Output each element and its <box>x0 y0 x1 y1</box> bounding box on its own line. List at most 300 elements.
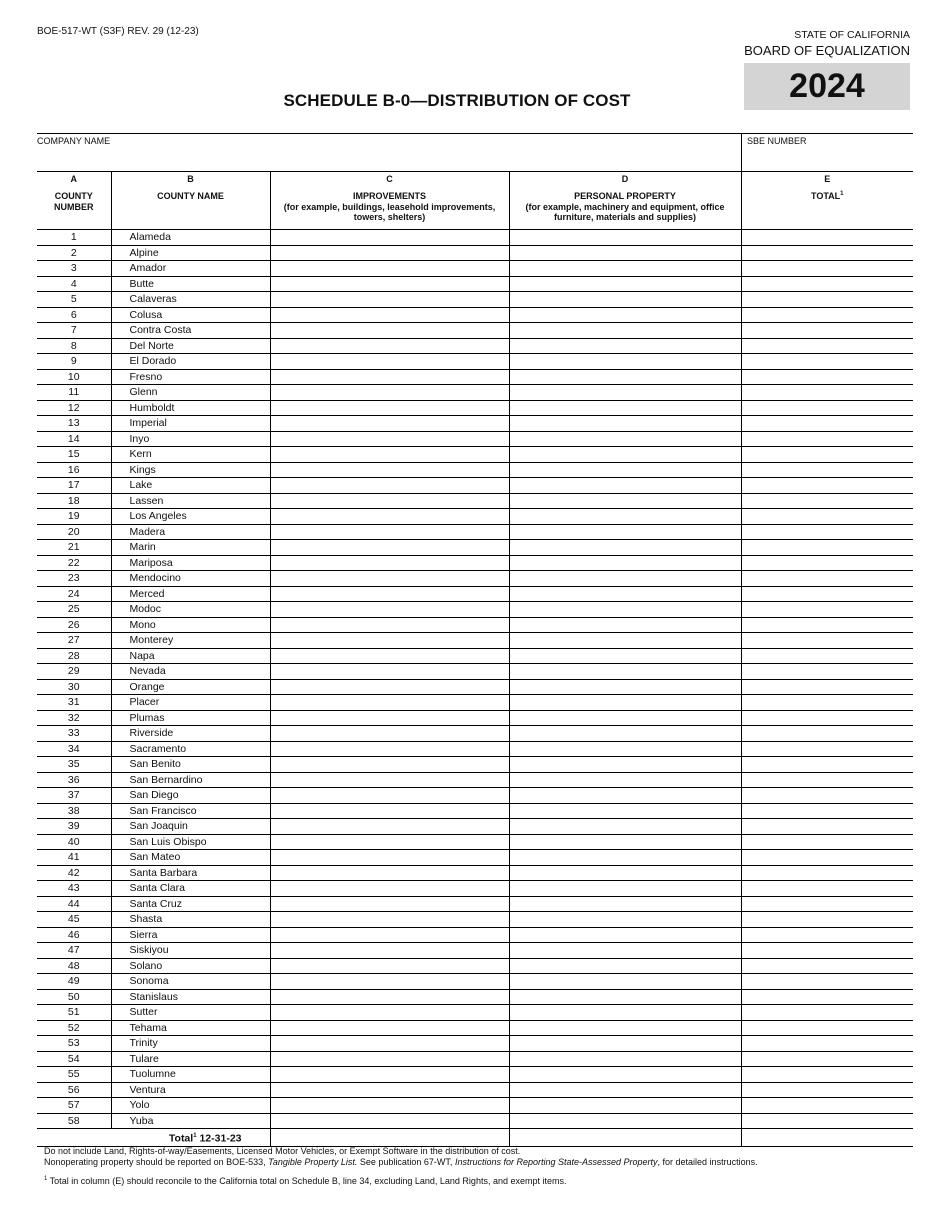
total-cell[interactable] <box>741 323 913 339</box>
column-letter: D <box>621 174 629 184</box>
table-row <box>37 447 913 463</box>
county-number-cell: 9 <box>37 354 111 370</box>
improvements-cell[interactable] <box>270 493 509 509</box>
total-cell[interactable] <box>741 757 913 773</box>
county-number-cell: 21 <box>37 540 111 556</box>
table-row <box>37 478 913 494</box>
county-number-cell: 39 <box>37 819 111 835</box>
personal-property-cell[interactable] <box>509 679 741 695</box>
county-number-cell: 42 <box>37 865 111 881</box>
sbe-number-input[interactable] <box>747 150 913 164</box>
personal-property-cell[interactable] <box>509 1067 741 1083</box>
total-improvements-cell[interactable] <box>270 1129 509 1147</box>
total-cell[interactable] <box>741 927 913 943</box>
improvements-cell[interactable] <box>270 354 509 370</box>
improvements-cell[interactable] <box>270 803 509 819</box>
county-name-cell: Riverside <box>111 726 270 742</box>
improvements-cell[interactable] <box>270 307 509 323</box>
total-cell[interactable] <box>741 989 913 1005</box>
county-number-cell: 6 <box>37 307 111 323</box>
personal-property-cell[interactable] <box>509 462 741 478</box>
improvements-cell[interactable] <box>270 1005 509 1021</box>
county-number-cell: 54 <box>37 1051 111 1067</box>
table-row <box>37 819 913 835</box>
improvements-cell[interactable] <box>270 726 509 742</box>
county-number-cell: 11 <box>37 385 111 401</box>
total-cell[interactable] <box>741 571 913 587</box>
improvements-cell[interactable] <box>270 989 509 1005</box>
county-number-cell: 47 <box>37 943 111 959</box>
county-name-cell: Merced <box>111 586 270 602</box>
total-cell[interactable] <box>741 447 913 463</box>
county-name-cell: Sutter <box>111 1005 270 1021</box>
county-name-cell: Tulare <box>111 1051 270 1067</box>
table-row <box>37 741 913 757</box>
personal-property-cell[interactable] <box>509 1051 741 1067</box>
personal-property-cell[interactable] <box>509 385 741 401</box>
column-title: TOTAL <box>810 190 841 201</box>
total-cell[interactable] <box>741 819 913 835</box>
total-label-text: Total <box>168 1132 194 1145</box>
table-row <box>37 1113 913 1129</box>
improvements-cell[interactable] <box>270 788 509 804</box>
personal-property-cell[interactable] <box>509 276 741 292</box>
improvements-cell[interactable] <box>270 230 509 246</box>
total-cell[interactable] <box>741 695 913 711</box>
county-number-cell: 55 <box>37 1067 111 1083</box>
total-cell[interactable] <box>741 354 913 370</box>
improvements-cell[interactable] <box>270 958 509 974</box>
county-number-cell: 36 <box>37 772 111 788</box>
table-row <box>37 1020 913 1036</box>
improvements-cell[interactable] <box>270 462 509 478</box>
personal-property-cell[interactable] <box>509 261 741 277</box>
county-name-cell: San Francisco <box>111 803 270 819</box>
improvements-cell[interactable] <box>270 819 509 835</box>
personal-property-cell[interactable] <box>509 974 741 990</box>
improvements-cell[interactable] <box>270 602 509 618</box>
personal-property-cell[interactable] <box>509 726 741 742</box>
improvements-cell[interactable] <box>270 633 509 649</box>
total-cell[interactable] <box>741 509 913 525</box>
note-italic: Tangible Property List. <box>268 1157 358 1167</box>
note-italic: Instructions for Reporting State-Assessed Property <box>454 1157 658 1167</box>
instructions-notes <box>44 1146 904 1187</box>
improvements-cell[interactable] <box>270 695 509 711</box>
total-cell[interactable] <box>741 1113 913 1129</box>
improvements-cell[interactable] <box>270 927 509 943</box>
personal-property-cell[interactable] <box>509 524 741 540</box>
improvements-cell[interactable] <box>270 664 509 680</box>
table-row <box>37 524 913 540</box>
table-row <box>37 571 913 587</box>
personal-property-cell[interactable] <box>509 927 741 943</box>
personal-property-cell[interactable] <box>509 617 741 633</box>
table-header-row <box>37 171 913 230</box>
total-cell[interactable] <box>741 617 913 633</box>
table-row <box>37 943 913 959</box>
improvements-cell[interactable] <box>270 323 509 339</box>
column-title: COUNTY NUMBER <box>54 190 94 212</box>
total-cell[interactable] <box>741 726 913 742</box>
table-row <box>37 602 913 618</box>
improvements-cell[interactable] <box>270 245 509 261</box>
column-letter: E <box>824 174 831 184</box>
table-row <box>37 416 913 432</box>
total-cell[interactable] <box>741 524 913 540</box>
improvements-cell[interactable] <box>270 524 509 540</box>
personal-property-cell[interactable] <box>509 881 741 897</box>
personal-property-cell[interactable] <box>509 664 741 680</box>
county-number-cell: 22 <box>37 555 111 571</box>
county-name-cell: Sierra <box>111 927 270 943</box>
improvements-cell[interactable] <box>270 1067 509 1083</box>
total-date: 12-31-23 <box>196 1132 242 1145</box>
personal-property-cell[interactable] <box>509 912 741 928</box>
county-number-cell: 40 <box>37 834 111 850</box>
county-number-cell: 33 <box>37 726 111 742</box>
table-row <box>37 679 913 695</box>
improvements-cell[interactable] <box>270 369 509 385</box>
improvements-cell[interactable] <box>270 679 509 695</box>
county-number-cell: 8 <box>37 338 111 354</box>
company-name-input[interactable] <box>37 150 710 164</box>
personal-property-cell[interactable] <box>509 989 741 1005</box>
improvements-cell[interactable] <box>270 834 509 850</box>
county-name-cell: Alameda <box>111 230 270 246</box>
table-row <box>37 927 913 943</box>
county-number-cell: 53 <box>37 1036 111 1052</box>
improvements-cell[interactable] <box>270 912 509 928</box>
county-name-cell: Marin <box>111 540 270 556</box>
table-row <box>37 850 913 866</box>
county-name-cell: Santa Clara <box>111 881 270 897</box>
table-row <box>37 896 913 912</box>
table-row <box>37 989 913 1005</box>
total-cell[interactable] <box>741 772 913 788</box>
column-subtitle: (for example, buildings, leasehold improvements, towers, shelters) <box>283 201 496 223</box>
improvements-cell[interactable] <box>270 1020 509 1036</box>
total-cell[interactable] <box>741 1082 913 1098</box>
county-name-cell: Calaveras <box>111 292 270 308</box>
personal-property-cell[interactable] <box>509 633 741 649</box>
personal-property-cell[interactable] <box>509 1020 741 1036</box>
improvements-cell[interactable] <box>270 896 509 912</box>
county-name-cell: Modoc <box>111 602 270 618</box>
personal-property-cell[interactable] <box>509 1098 741 1114</box>
total-personal-property-cell[interactable] <box>509 1129 741 1147</box>
table-row <box>37 803 913 819</box>
total-cell[interactable] <box>741 788 913 804</box>
personal-property-cell[interactable] <box>509 555 741 571</box>
total-cell[interactable] <box>741 540 913 556</box>
improvements-cell[interactable] <box>270 261 509 277</box>
total-cell[interactable] <box>741 400 913 416</box>
total-cell[interactable] <box>741 555 913 571</box>
column-title: COUNTY NAME <box>157 190 224 201</box>
total-cell[interactable] <box>741 912 913 928</box>
personal-property-cell[interactable] <box>509 741 741 757</box>
total-cell[interactable] <box>741 1036 913 1052</box>
note-text: See publication 67-WT, <box>357 1157 455 1167</box>
table-row <box>37 400 913 416</box>
total-cell[interactable] <box>741 881 913 897</box>
total-cell[interactable] <box>741 710 913 726</box>
table-row <box>37 1036 913 1052</box>
improvements-cell[interactable] <box>270 881 509 897</box>
total-cell[interactable] <box>741 586 913 602</box>
county-name-cell: Placer <box>111 695 270 711</box>
personal-property-cell[interactable] <box>509 1113 741 1129</box>
state-label: STATE OF CALIFORNIA <box>794 29 910 41</box>
table-row <box>37 555 913 571</box>
improvements-cell[interactable] <box>270 571 509 587</box>
personal-property-cell[interactable] <box>509 307 741 323</box>
table-row <box>37 276 913 292</box>
personal-property-cell[interactable] <box>509 354 741 370</box>
total-cell[interactable] <box>741 369 913 385</box>
table-row <box>37 245 913 261</box>
total-total-cell[interactable] <box>741 1129 913 1147</box>
table-row <box>37 292 913 308</box>
improvements-cell[interactable] <box>270 1098 509 1114</box>
personal-property-cell[interactable] <box>509 710 741 726</box>
personal-property-cell[interactable] <box>509 850 741 866</box>
county-name-cell: San Bernardino <box>111 772 270 788</box>
personal-property-cell[interactable] <box>509 1036 741 1052</box>
improvements-cell[interactable] <box>270 400 509 416</box>
total-row <box>37 1129 913 1147</box>
personal-property-cell[interactable] <box>509 819 741 835</box>
improvements-cell[interactable] <box>270 757 509 773</box>
county-name-cell: Orange <box>111 679 270 695</box>
county-name-cell: Lake <box>111 478 270 494</box>
improvements-cell[interactable] <box>270 292 509 308</box>
table-row <box>37 865 913 881</box>
total-cell[interactable] <box>741 741 913 757</box>
total-cell[interactable] <box>741 803 913 819</box>
improvements-cell[interactable] <box>270 586 509 602</box>
total-cell[interactable] <box>741 230 913 246</box>
improvements-cell[interactable] <box>270 943 509 959</box>
county-number-cell: 3 <box>37 261 111 277</box>
improvements-cell[interactable] <box>270 850 509 866</box>
county-name-cell: Stanislaus <box>111 989 270 1005</box>
total-cell[interactable] <box>741 245 913 261</box>
total-cell[interactable] <box>741 1020 913 1036</box>
personal-property-cell[interactable] <box>509 230 741 246</box>
county-name-cell: Tuolumne <box>111 1067 270 1083</box>
total-cell[interactable] <box>741 462 913 478</box>
county-number-cell: 23 <box>37 571 111 587</box>
total-cell[interactable] <box>741 493 913 509</box>
total-cell[interactable] <box>741 664 913 680</box>
improvements-cell[interactable] <box>270 447 509 463</box>
personal-property-cell[interactable] <box>509 416 741 432</box>
personal-property-cell[interactable] <box>509 1005 741 1021</box>
county-name-cell: San Joaquin <box>111 819 270 835</box>
total-cell[interactable] <box>741 896 913 912</box>
personal-property-cell[interactable] <box>509 788 741 804</box>
personal-property-cell[interactable] <box>509 958 741 974</box>
table-row <box>37 788 913 804</box>
personal-property-cell[interactable] <box>509 943 741 959</box>
personal-property-cell[interactable] <box>509 571 741 587</box>
board-label: BOARD OF EQUALIZATION <box>744 43 910 58</box>
total-cell[interactable] <box>741 648 913 664</box>
county-name-cell: Solano <box>111 958 270 974</box>
total-cell[interactable] <box>741 834 913 850</box>
personal-property-cell[interactable] <box>509 509 741 525</box>
total-cell[interactable] <box>741 276 913 292</box>
improvements-cell[interactable] <box>270 1113 509 1129</box>
company-name-field <box>37 134 742 173</box>
personal-property-cell[interactable] <box>509 493 741 509</box>
table-row <box>37 354 913 370</box>
footnote-marker: 1 <box>840 190 844 197</box>
county-name-cell: Siskiyou <box>111 943 270 959</box>
total-cell[interactable] <box>741 1098 913 1114</box>
table-row <box>37 617 913 633</box>
personal-property-cell[interactable] <box>509 292 741 308</box>
total-cell[interactable] <box>741 292 913 308</box>
personal-property-cell[interactable] <box>509 431 741 447</box>
table-row <box>37 462 913 478</box>
personal-property-cell[interactable] <box>509 540 741 556</box>
county-name-cell: Mono <box>111 617 270 633</box>
table-row <box>37 493 913 509</box>
personal-property-cell[interactable] <box>509 695 741 711</box>
county-number-cell: 7 <box>37 323 111 339</box>
improvements-cell[interactable] <box>270 648 509 664</box>
table-row <box>37 307 913 323</box>
county-name-cell: Kern <box>111 447 270 463</box>
county-number-cell: 38 <box>37 803 111 819</box>
personal-property-cell[interactable] <box>509 323 741 339</box>
total-cell[interactable] <box>741 307 913 323</box>
improvements-cell[interactable] <box>270 416 509 432</box>
county-number-cell: 56 <box>37 1082 111 1098</box>
county-number-cell: 34 <box>37 741 111 757</box>
improvements-cell[interactable] <box>270 1082 509 1098</box>
county-name-cell: San Luis Obispo <box>111 834 270 850</box>
county-name-cell: San Benito <box>111 757 270 773</box>
improvements-cell[interactable] <box>270 741 509 757</box>
improvements-cell[interactable] <box>270 772 509 788</box>
total-cell[interactable] <box>741 943 913 959</box>
county-number-cell: 13 <box>37 416 111 432</box>
personal-property-cell[interactable] <box>509 602 741 618</box>
improvements-cell[interactable] <box>270 338 509 354</box>
footnote <box>44 1174 904 1187</box>
footnote-marker: 1 <box>193 1133 197 1139</box>
table-row <box>37 974 913 990</box>
total-cell[interactable] <box>741 633 913 649</box>
county-number-cell: 20 <box>37 524 111 540</box>
improvements-cell[interactable] <box>270 1036 509 1052</box>
total-cell[interactable] <box>741 679 913 695</box>
personal-property-cell[interactable] <box>509 586 741 602</box>
improvements-cell[interactable] <box>270 555 509 571</box>
improvements-cell[interactable] <box>270 276 509 292</box>
county-number-cell: 14 <box>37 431 111 447</box>
total-cell[interactable] <box>741 478 913 494</box>
county-name-cell: Del Norte <box>111 338 270 354</box>
improvements-cell[interactable] <box>270 710 509 726</box>
county-number-cell: 58 <box>37 1113 111 1129</box>
personal-property-cell[interactable] <box>509 245 741 261</box>
county-number-cell: 32 <box>37 710 111 726</box>
county-name-cell: Mendocino <box>111 571 270 587</box>
table-row <box>37 1005 913 1021</box>
county-name-cell: Lassen <box>111 493 270 509</box>
total-cell[interactable] <box>741 974 913 990</box>
total-cell[interactable] <box>741 261 913 277</box>
total-cell[interactable] <box>741 865 913 881</box>
improvements-cell[interactable] <box>270 431 509 447</box>
county-name-cell: Tehama <box>111 1020 270 1036</box>
improvements-cell[interactable] <box>270 478 509 494</box>
footnote-text: Total in column (E) should reconcile to the California total on Schedule B, line 34, excluding Land, Land Rights, and exempt items. <box>47 1176 567 1186</box>
improvements-cell[interactable] <box>270 540 509 556</box>
personal-property-cell[interactable] <box>509 1082 741 1098</box>
personal-property-cell[interactable] <box>509 896 741 912</box>
total-cell[interactable] <box>741 850 913 866</box>
improvements-cell[interactable] <box>270 865 509 881</box>
county-number-cell: 19 <box>37 509 111 525</box>
table-row <box>37 772 913 788</box>
total-cell[interactable] <box>741 1005 913 1021</box>
personal-property-cell[interactable] <box>509 772 741 788</box>
personal-property-cell[interactable] <box>509 834 741 850</box>
personal-property-cell[interactable] <box>509 865 741 881</box>
personal-property-cell[interactable] <box>509 757 741 773</box>
county-number-cell: 5 <box>37 292 111 308</box>
improvements-cell[interactable] <box>270 617 509 633</box>
total-cell[interactable] <box>741 602 913 618</box>
total-cell[interactable] <box>741 385 913 401</box>
column-header-e <box>741 171 913 230</box>
total-cell[interactable] <box>741 958 913 974</box>
note-text: Nonoperating property should be reported on BOE-533, <box>44 1157 269 1167</box>
improvements-cell[interactable] <box>270 385 509 401</box>
improvements-cell[interactable] <box>270 1051 509 1067</box>
personal-property-cell[interactable] <box>509 400 741 416</box>
county-number-cell: 31 <box>37 695 111 711</box>
improvements-cell[interactable] <box>270 974 509 990</box>
total-cell[interactable] <box>741 1051 913 1067</box>
personal-property-cell[interactable] <box>509 803 741 819</box>
personal-property-cell[interactable] <box>509 648 741 664</box>
county-number-cell: 15 <box>37 447 111 463</box>
total-cell[interactable] <box>741 1067 913 1083</box>
personal-property-cell[interactable] <box>509 478 741 494</box>
county-number-cell: 16 <box>37 462 111 478</box>
personal-property-cell[interactable] <box>509 338 741 354</box>
county-name-cell: Alpine <box>111 245 270 261</box>
county-number-cell: 37 <box>37 788 111 804</box>
personal-property-cell[interactable] <box>509 447 741 463</box>
total-cell[interactable] <box>741 431 913 447</box>
personal-property-cell[interactable] <box>509 369 741 385</box>
total-cell[interactable] <box>741 338 913 354</box>
county-name-cell: Yuba <box>111 1113 270 1129</box>
improvements-cell[interactable] <box>270 509 509 525</box>
table-row <box>37 230 913 246</box>
total-cell[interactable] <box>741 416 913 432</box>
column-header-b <box>111 171 270 230</box>
county-number-cell: 44 <box>37 896 111 912</box>
